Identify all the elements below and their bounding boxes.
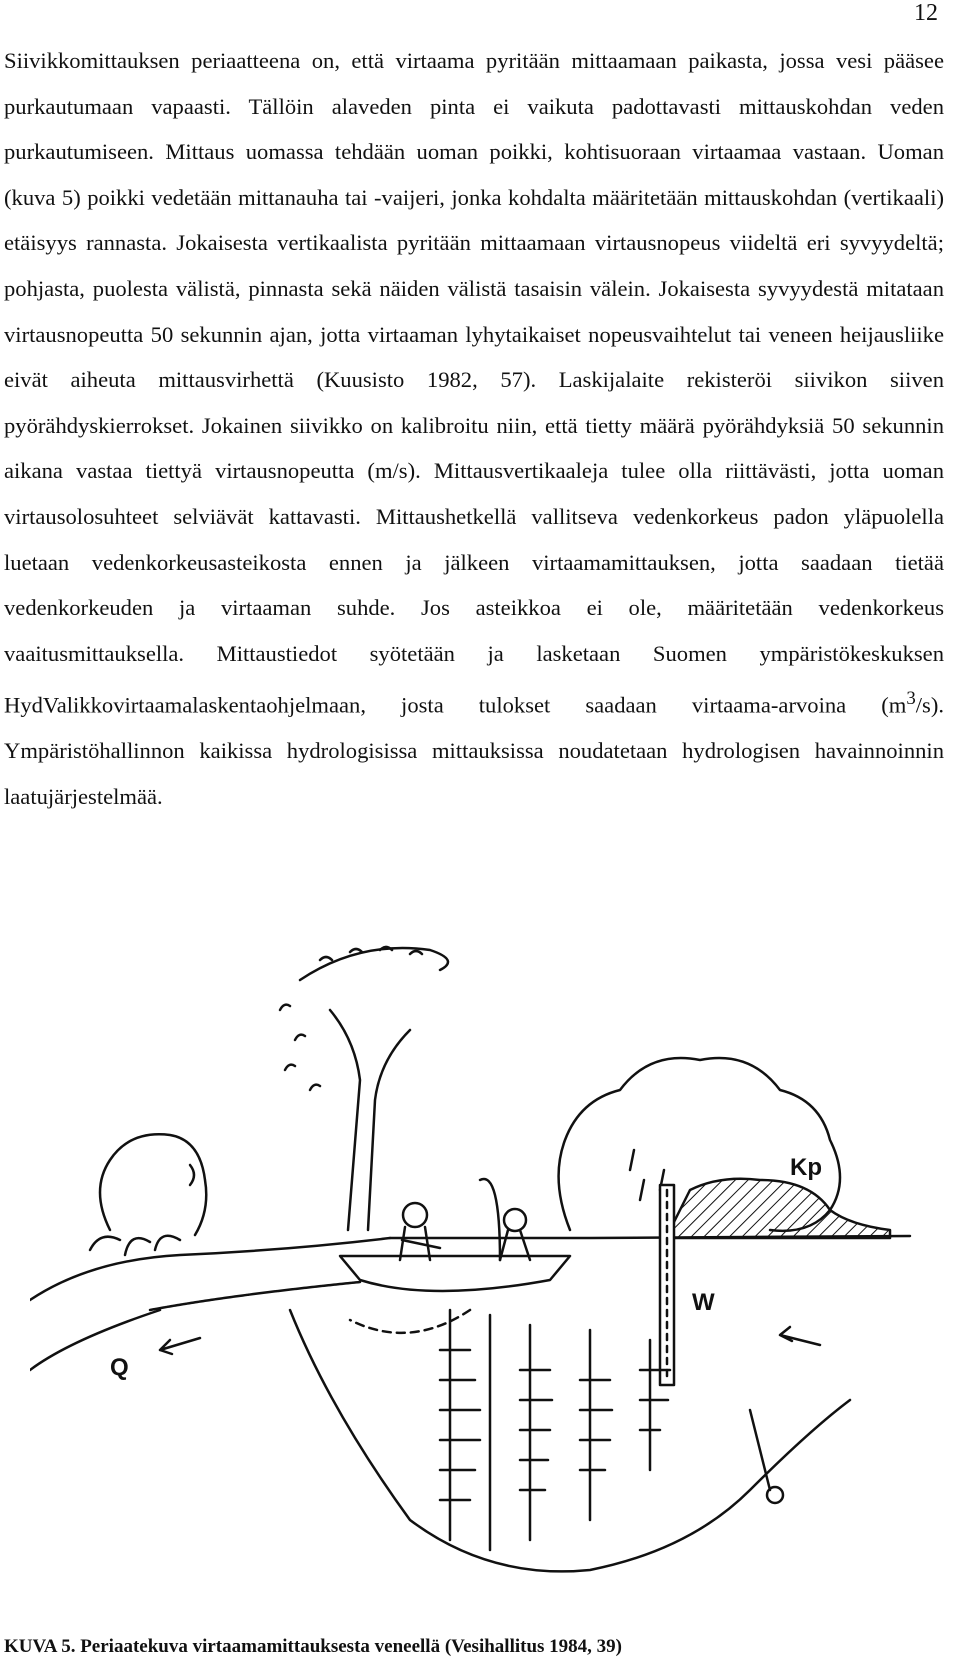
cubic-superscript: 3 [906, 688, 916, 710]
right-bank-hatched [670, 1179, 890, 1238]
paragraph-text: Siivikkomittauksen periaatteena on, että virtaama pyritään mittaamaan paikasta, jossa vesi pääsee purkautumaan vapaasti. Tällöin alaveden pinta ei vaikuta padottavasti mittauskohdan veden purkautumiseen. Mittaus uomassa tehdään uoman poikki, kohtisuoraan virtaamaa vastaan. Uoman (kuva 5) poikki vedetään mittanauha tai -vaijeri, jonka kohdalta määritetään mittauskohdan (vertikaali) etäisyys rannasta. Jokaisesta vertikaalista pyritään mittaamaan virtausnopeus viideltä eri syvyydeltä; pohjasta, puolesta välistä, pinnasta sekä näiden välistä tasaisin välein. Jokaisesta syvyydestä mitataan virtausnopeutta 50 sekunnin ajan, jotta virtaaman lyhytaikaiset nopeusvaihtelut tai veneen heijausliike eivät aiheuta mittausvirhettä (Kuusisto 1982, 57). Laskijalaite rekisteröi siivikon siiven pyörähdyskierrokset. Jokainen siivikko on kalibroitu niin, että tietty määrä pyörähdyksiä 50 sekunnin aikana vastaa tiettyä virtausnopeutta (m/s). Mittausvertikaaleja tulee olla riittävästi, jotta uoman virtausolosuhteet selviävät kattavasti. Mittaushetkellä vallitseva vedenkorkeus padon yläpuolella luetaan vedenkorkeusasteikosta ennen ja jälkeen virtaamamittauksen, jotta saadaan tietää vedenkorkeuden ja virtaaman suhde. Jos asteikkoa ei ole, määritetään vedenkorkeus vaaitusmittauksella. Mittaustiedot syötetään ja lasketaan Suomen ympäristökeskuksen HydValikkovirtaamalaskentaohjelmaan, josta tulokset saadaan virtaama-arvoina (m [4, 48, 944, 718]
gauge-staff [660, 1185, 674, 1385]
water-surface [150, 1236, 910, 1310]
figure-caption: KUVA 5. Periaatekuva virtaamamittauksesta veneellä (Vesihallitus 1984, 39) [4, 1636, 623, 1657]
river-measurement-illustration [30, 930, 930, 1610]
label-w: W [692, 1289, 715, 1316]
body-paragraph [4, 38, 944, 820]
paragraph-text-end: /s). Ympäristöhallinnon kaikissa hydrologisissa mittauksissa noudatetaan hydrologisen havainnoinnin laatujärjestelmää. [4, 692, 944, 810]
left-bush [90, 1134, 206, 1255]
left-bank [30, 1238, 390, 1370]
river-bed [290, 1310, 850, 1571]
measurement-verticals [350, 1310, 783, 1550]
measurement-boat [340, 1179, 570, 1291]
label-kp: Kp [790, 1154, 822, 1181]
page-number: 12 [914, 0, 938, 26]
birch-tree [280, 947, 448, 1230]
label-q: Q [110, 1354, 129, 1381]
